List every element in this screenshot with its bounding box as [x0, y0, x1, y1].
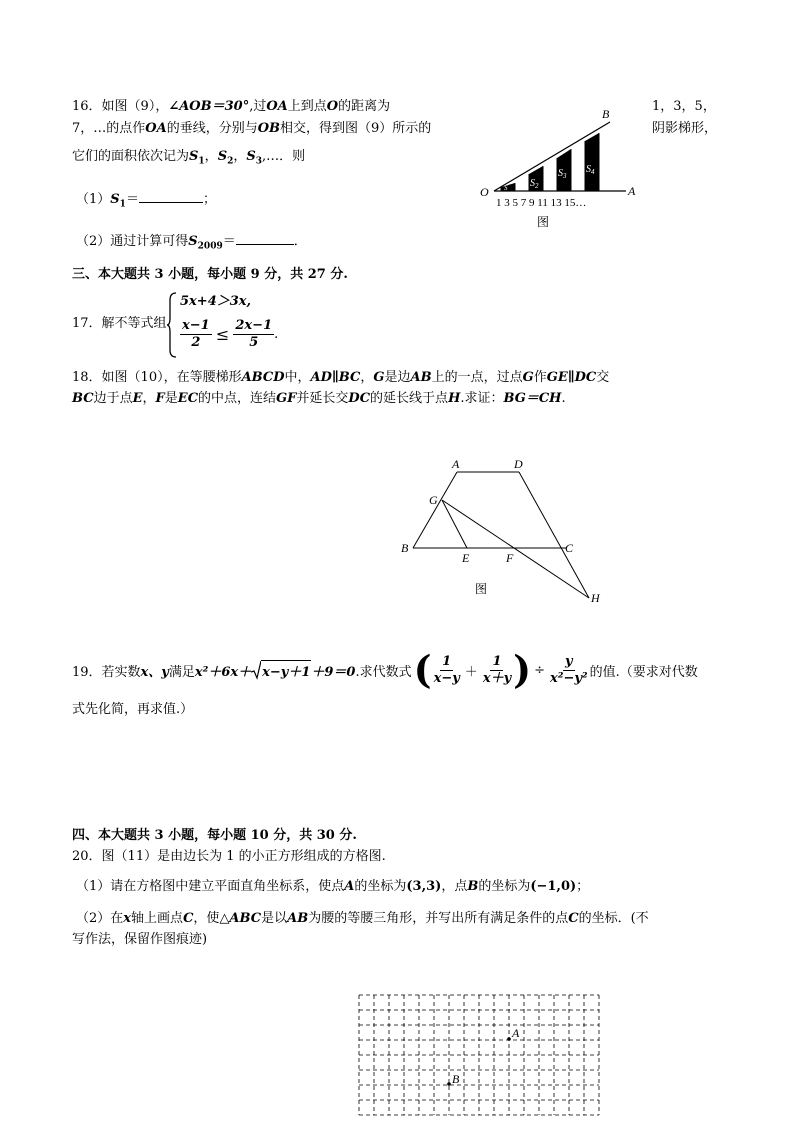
label-B: B [602, 107, 610, 121]
q20-part2: （2）在x轴上画点C，使△ABC是以AB为腰的等腰三角形，并写出所有满足条件的点C的坐标．(不 [76, 911, 649, 926]
q20-line1: 20．图（11）是由边长为 1 的小正方形组成的方格图. [72, 849, 386, 864]
q16-line3: 它们的面积依次记为$S_1$，$S_2$，$S_3,\dots$．则 [72, 149, 306, 167]
fraction: $\frac{2x-1}{5}$ [235, 318, 273, 350]
section-3-heading: 三、本大题共 3 小题，每小题 9 分，共 27 分. [72, 267, 348, 282]
radical-icon [251, 660, 261, 680]
label-S1: S [504, 184, 508, 192]
grid-figure-11 [355, 993, 605, 1121]
point-B[interactable] [447, 1082, 451, 1086]
section-4-heading: 四、本大题共 3 小题，每小题 10 分，共 30 分. [72, 828, 357, 843]
fraction: $\frac{1}{x-y}$ [433, 653, 460, 686]
q18-line1: 18．如图（10），在等腰梯形ABCD中，AD∥BC，G是边AB上的一点，过点G作GE∥DC交 [72, 370, 610, 385]
label-B: B [401, 541, 409, 555]
q18-line2: BC边于点E，F是EC的中点，连结GF并延长交DC的延长线于点H.求证：BG＝CH. [72, 391, 566, 406]
q16-part1: $(1)S_1=$ ； [76, 192, 216, 210]
segment-DH [519, 472, 589, 598]
answer-blank-2[interactable] [236, 244, 294, 245]
label-S4: $S_4$ [586, 164, 595, 176]
segment-AB [413, 472, 457, 548]
q20-part1: （1）请在方格图中建立平面直角坐标系，使点A的坐标为(3,3)，点B的坐标为(−1,0)； [76, 879, 590, 894]
label-E: E [462, 551, 470, 565]
fraction: $\frac{y}{\text{x²−y²}}$ [550, 653, 588, 686]
label-S3: $S_3$ [558, 168, 567, 180]
figure-9-caption: 图 [537, 215, 550, 229]
figure-9 [470, 100, 650, 235]
q16-line2: 7，…的点作OA的垂线，分别与OB相交，得到图（9）所示的 [72, 121, 432, 136]
label-H: H [591, 591, 600, 605]
q16-line2-right: 阴影梯形， [652, 121, 718, 136]
q16-line1: 16．如图（9），∠AOB＝30°,过OA上到点O的距离为 [72, 99, 391, 114]
label-O: O [480, 185, 489, 199]
q17-label: 17．解不等式组 [72, 316, 167, 331]
point-A[interactable] [507, 1037, 511, 1041]
q17-inequality-1: 5x+4＞3x, [180, 294, 252, 309]
fraction: $\frac{1}{x+y}$ [482, 653, 512, 686]
label-C: C [565, 541, 574, 555]
label-A: A [628, 184, 636, 198]
q20-part2-line2: 写作法，保留作图痕迹) [72, 932, 208, 947]
label-grid-A: A [512, 1026, 520, 1040]
label-S2: $S_2$ [530, 178, 539, 190]
label-grid-B: B [452, 1072, 460, 1086]
sqrt-expression: x−y＋1 [251, 660, 311, 680]
q16-line1-right: 1，3，5， [652, 99, 716, 114]
label-A: A [452, 457, 460, 471]
answer-blank-1[interactable] [139, 202, 203, 203]
label-D: D [514, 457, 523, 471]
axis-numbers: 1 3 5 7 9 11 13 15… [496, 197, 587, 209]
label-F: F [506, 551, 514, 565]
q16-part2: （2）通过计算可得$S_{2009}=$ ． [76, 234, 307, 252]
q19-line2: 式先化简，再求值.） [72, 702, 194, 717]
q17-inequality-2: $\frac{x-1}{2}$ ≤ $\frac{2x-1}{5}$ . [182, 318, 279, 350]
figure-10 [395, 455, 615, 610]
fraction: $\frac{x-1}{2}$ [182, 318, 210, 350]
figure-10-caption: 图 [475, 582, 488, 596]
dashed-grid [359, 995, 599, 1115]
segment-GE [442, 500, 467, 548]
q19-line1: 19．若实数 x、y 满足 x²＋6x＋ x−y＋1 ＋9＝0 .求代数式 ( $\frac{1}{x-y}$ ＋ $\frac{1}{x+y}$ ) ÷ $\frac{y}{\text{x²−y²}}$ 的值.（要求对代数 [72, 647, 698, 692]
brace-icon [166, 292, 178, 358]
trapezoid-S4 [585, 133, 599, 191]
label-G: G [429, 493, 438, 507]
